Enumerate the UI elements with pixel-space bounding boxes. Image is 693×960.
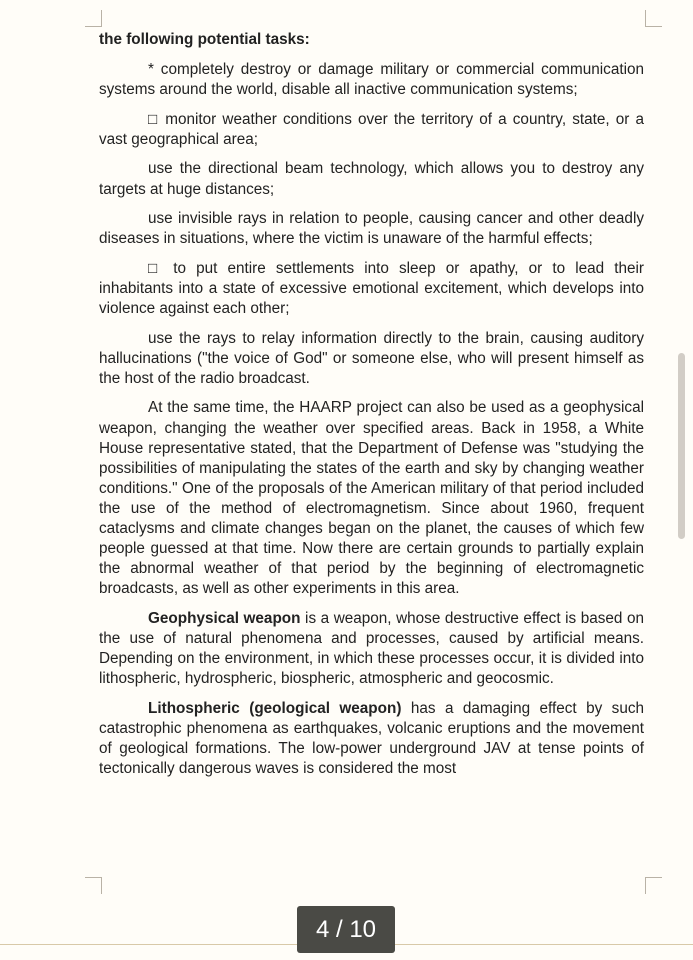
lithospheric-text: has a damaging effect by such catastrophic phenomena as earthquakes, volcanic eruptions and the movement of geological formations. The low-power underground JAV at tense points of tectonically dangerous waves is considered the most <box>99 699 644 777</box>
geophysical-text: is a weapon, whose destructive effect is based on the use of natural phenomena and processes, caused by artificial means. Depending on the environment, in which these processes occur, it is divided into lithospheric, hydrospheric, biospheric, atmospheric and geocosmic. <box>99 609 644 688</box>
section-heading: the following potential tasks: <box>99 31 310 48</box>
crop-mark-top-left <box>85 10 102 27</box>
task-item: use the directional beam technology, which allows you to destroy any targets at huge distances; <box>99 160 644 198</box>
vertical-scrollbar[interactable] <box>678 353 685 539</box>
crop-mark-top-right <box>645 10 662 27</box>
task-item: □ monitor weather conditions over the territory of a country, state, or a vast geographical area; <box>99 110 644 148</box>
task-item: □ to put entire settlements into sleep or apathy, or to lead their inhabitants into a state of excessive emotional excitement, which develops into violence against each other; <box>99 259 644 318</box>
haarp-paragraph: At the same time, the HAARP project can also be used as a geophysical weapon, changing the weather over specified areas. Back in 1958, a White House representative stated, that the Department of Defense was "studying the possibilities of manipulating the states of the earth and sky by changing weather conditions." One of the proposals of the American military of that period included the use of the method of electromagnetism. Since about 1960, frequent cataclysms and climate changes began on the planet, the causes of which few people guessed at that time. Now there are certain grounds to partially explain the abnormal weather of that period by the beginning of electromagnetic broadcasts, as well as other experiments in this area. <box>99 399 644 598</box>
lithospheric-term: Lithospheric (geological weapon) <box>148 699 402 717</box>
geophysical-paragraph <box>99 609 644 689</box>
task-item: use invisible rays in relation to people, causing cancer and other deadly diseases in situations, where the victim is unaware of the harmful effects; <box>99 210 644 248</box>
crop-mark-bottom-left <box>85 877 102 894</box>
page-indicator-label: 4 / 10 <box>315 915 377 943</box>
page-indicator[interactable] <box>297 906 395 953</box>
geophysical-term: Geophysical weapon <box>148 609 301 627</box>
crop-mark-bottom-right <box>645 877 662 894</box>
task-item: * completely destroy or damage military or commercial communication systems around the world, disable all inactive communication systems; <box>99 61 644 99</box>
task-item: use the rays to relay information directly to the brain, causing auditory hallucinations ("the voice of God" or someone else, who will present himself as the host of the radio broadcast. <box>99 329 644 387</box>
lithospheric-paragraph <box>99 699 644 779</box>
document-body <box>99 30 644 779</box>
